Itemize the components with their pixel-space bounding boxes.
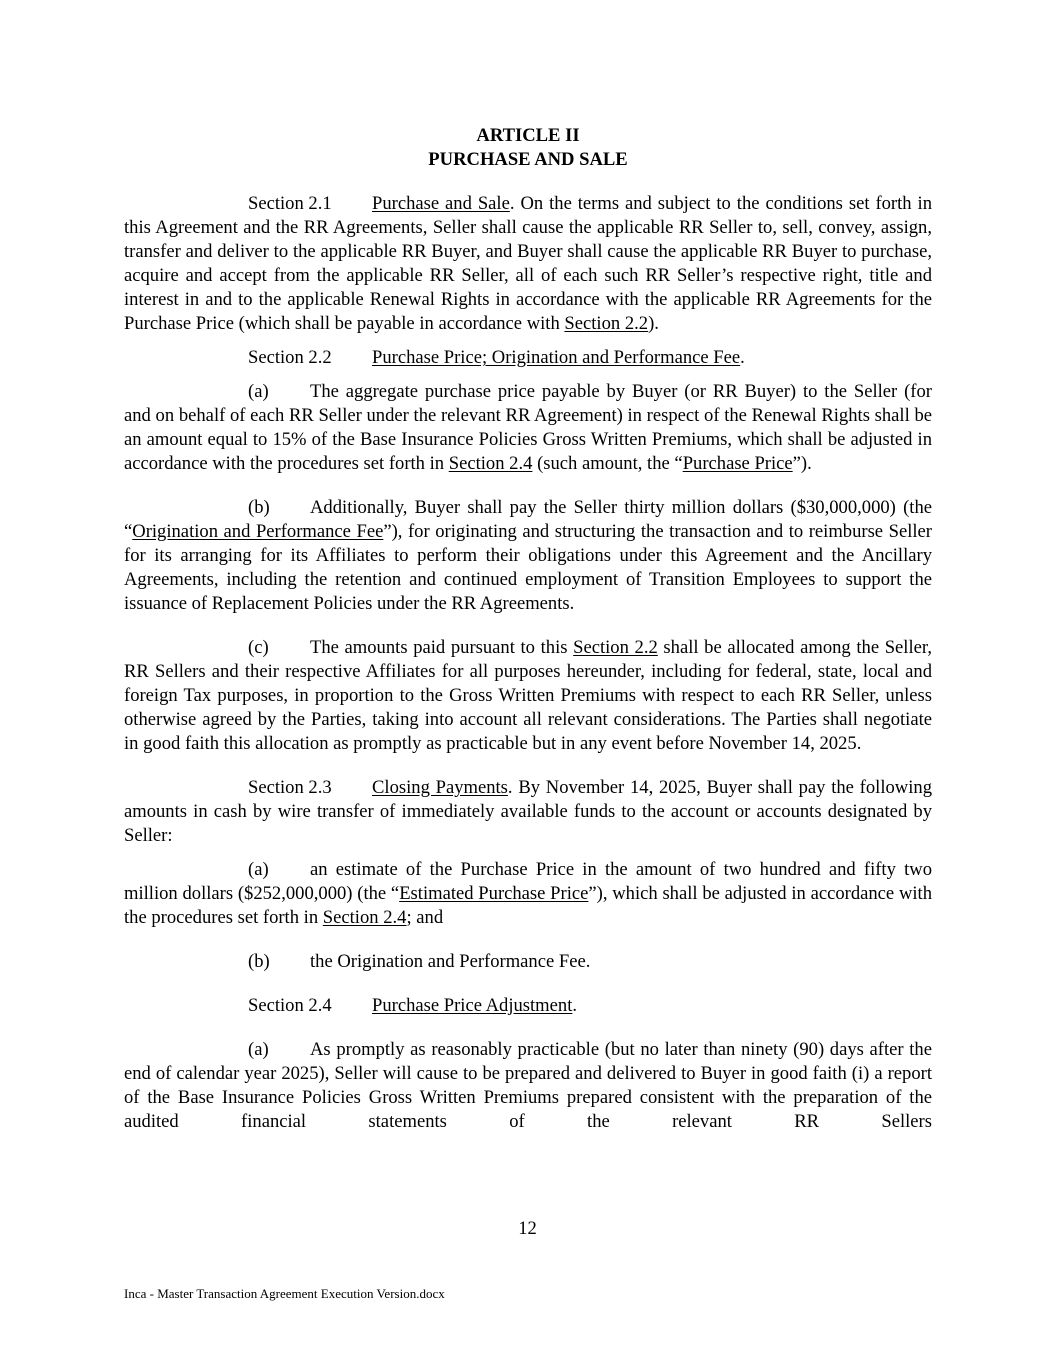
cross-reference: Section 2.4 [322, 907, 407, 928]
section-2-2-c: (c) The amounts paid pursuant to this Section 2.2 shall be allocated among the Seller, RR Sellers and their respective Affiliates for all purposes hereunder, including for federal, state, local and foreign Tax purposes, in proportion to the Gross Written Premiums with respect to each RR Seller, unless otherwise agreed by the Parties, taking into account all relevant considerations. The Parties shall negotiate in good faith this allocation as promptly as practicable but in any event before November 14, 2025. [124, 637, 932, 754]
section-title: Purchase Price Adjustment [372, 995, 573, 1016]
clause-marker: (a) [248, 1039, 269, 1060]
section-label: Section 2.1 [248, 193, 332, 214]
section-label: Section 2.3 [248, 777, 332, 798]
clause-marker: (b) [248, 951, 270, 972]
document-footer: Inca - Master Transaction Agreement Execution Version.docx [124, 1286, 445, 1301]
section-label: Section 2.2 [248, 347, 332, 368]
section-2-4: Section 2.4 Purchase Price Adjustment. [248, 995, 578, 1016]
defined-term: Origination and Performance Fee [132, 521, 384, 542]
cross-reference: Section 2.2 [573, 637, 658, 658]
section-2-3: Section 2.3 Closing Payments. By November 14, 2025, Buyer shall pay the following amounts in cash by wire transfer of immediately available funds to the account or accounts designated by Seller: [124, 777, 932, 846]
section-2-4-a: (a) As promptly as reasonably practicable (but no later than ninety (90) days after the end of calendar year 2025), Seller will cause to be prepared and delivered to Buyer in good faith (i) a report of the Base Insurance Policies Gross Written Premiums prepared consistent with the preparation of the audited financial statements of the relevant RR Sellers [124, 1039, 932, 1132]
cross-reference: Section 2.4 [448, 453, 533, 474]
document-body [124, 124, 932, 1134]
section-2-2: Section 2.2 Purchase Price; Origination and Performance Fee. [248, 347, 745, 368]
defined-term: Purchase Price [682, 453, 793, 474]
section-title: Purchase and Sale [372, 193, 510, 214]
defined-term: Estimated Purchase Price [399, 883, 589, 904]
page-number: 12 [518, 1218, 537, 1239]
article-number: ARTICLE II [476, 125, 580, 146]
clause-marker: (a) [248, 859, 269, 880]
section-2-3-a: (a) an estimate of the Purchase Price in the amount of two hundred and fifty two million dollars ($252,000,000) (the “Estimated Purchase Price”), which shall be adjusted in accordance with the procedures set forth in Section 2.4; and [124, 859, 932, 928]
section-2-3-b: (b) the Origination and Performance Fee. [248, 951, 591, 972]
section-2-1: Section 2.1 Purchase and Sale. On the terms and subject to the conditions set forth in this Agreement and the RR Agreements, Seller shall cause the applicable RR Seller to, sell, convey, assign, transfer and deliver to the applicable RR Buyer, and Buyer shall cause the applicable RR Buyer to purchase, acquire and accept from the applicable RR Seller, all of each such RR Seller’s respective right, title and interest in and to the applicable Renewal Rights in accordance with the applicable RR Agreements for the Purchase Price (which shall be payable in accordance with Section 2.2). [124, 193, 932, 334]
section-title: Closing Payments [372, 777, 508, 798]
section-label: Section 2.4 [248, 995, 332, 1016]
section-2-2-a: (a) The aggregate purchase price payable by Buyer (or RR Buyer) to the Seller (for and on behalf of each RR Seller under the relevant RR Agreement) in respect of the Renewal Rights shall be an amount equal to 15% of the Base Insurance Policies Gross Written Premiums, which shall be adjusted in accordance with the procedures set forth in Section 2.4 (such amount, the “Purchase Price”). [124, 381, 932, 474]
section-title: Purchase Price; Origination and Performance Fee [372, 347, 741, 368]
clause-marker: (b) [248, 497, 270, 518]
section-2-2-b: (b) Additionally, Buyer shall pay the Seller thirty million dollars ($30,000,000) (the “Origination and Performance Fee”), for originating and structuring the transaction and to reimburse Seller for its arranging for its Affiliates to perform their obligations under this Agreement and the Ancillary Agreements, including the retention and continued employment of Transition Employees to support the issuance of Replacement Policies under the RR Agreements. [124, 497, 932, 614]
article-title: PURCHASE AND SALE [428, 149, 628, 170]
cross-reference: Section 2.2 [564, 313, 649, 334]
clause-marker: (a) [248, 381, 269, 402]
clause-marker: (c) [248, 637, 269, 658]
